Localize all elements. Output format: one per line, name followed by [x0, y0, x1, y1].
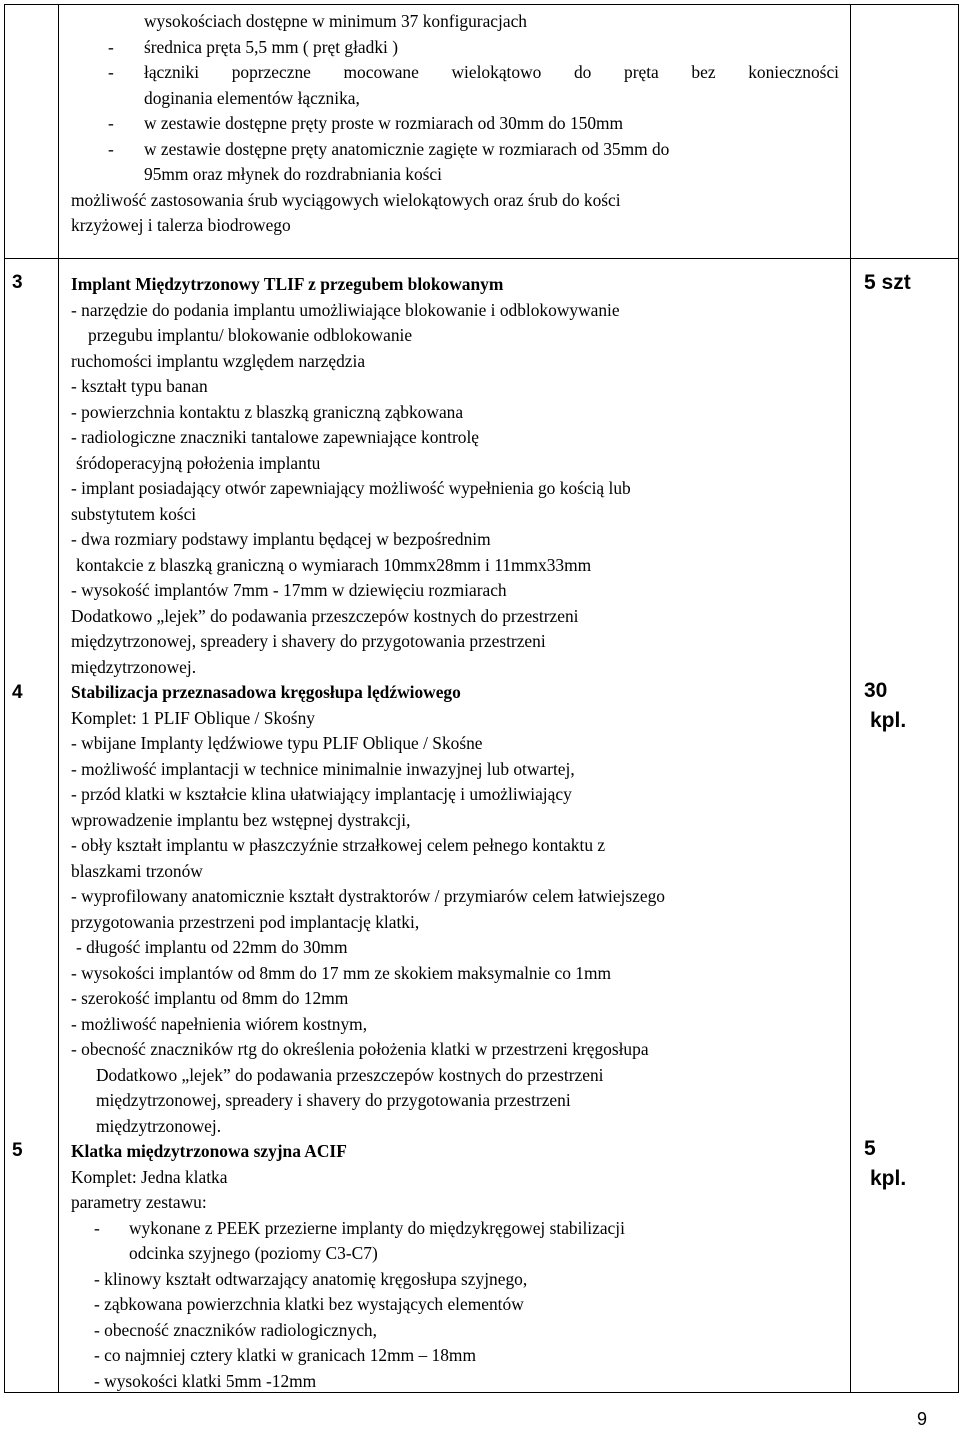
quantity-cell: [851, 5, 959, 259]
text-line: 95mm oraz młynek do rozdrabniania kości: [144, 164, 442, 184]
text-line: - klinowy kształt odtwarzający anatomię kręgosłupa szyjnego,: [94, 1269, 528, 1290]
text-line: doginania elementów łącznika,: [144, 88, 360, 108]
text-line: śródoperacyjną położenia implantu: [76, 453, 321, 474]
text-line: - wbijane Implanty lędźwiowe typu PLIF Oblique / Skośne: [71, 733, 483, 754]
item-number: 4: [12, 682, 23, 704]
number-cell: [5, 259, 59, 1393]
text-line: - narzędzie do podania implantu umożliwiające blokowanie i odblokowywanie: [71, 300, 620, 321]
text-line: przygotowania przestrzeni pod implantację klatki,: [71, 912, 420, 933]
text-line: - ząbkowana powierzchnia klatki bez wystających elementów: [94, 1294, 524, 1315]
page-number: 9: [917, 1409, 928, 1429]
bullet-dash: -: [108, 62, 114, 82]
text-line: - przód klatki w kształcie klina ułatwiający implantację i umożliwiający: [71, 784, 572, 805]
text-line: łączniki poprzeczne mocowane wielokątowo do pręta bez konieczności: [144, 62, 839, 82]
text-line: międzytrzonowej.: [71, 657, 197, 678]
text-line: międzytrzonowej, spreadery i shavery do przygotowania przestrzeni: [71, 631, 546, 652]
text-line: międzytrzonowej, spreadery i shavery do przygotowania przestrzeni: [96, 1090, 571, 1111]
text-line: parametry zestawu:: [71, 1192, 207, 1213]
text-line: - obły kształt implantu w płaszczyźnie strzałkowej celem pełnego kontaktu z: [71, 835, 606, 856]
specification-table: [4, 4, 959, 1393]
item-title: Klatka międzytrzonowa szyjna ACIF: [71, 1141, 347, 1162]
text-line: Dodatkowo „lejek” do podawania przeszczepów kostnych do przestrzeni: [96, 1065, 604, 1086]
text-line: Komplet: Jedna klatka: [71, 1167, 228, 1188]
bullet-dash: -: [108, 37, 114, 57]
description-cell: [59, 259, 851, 1393]
text-line: krzyżowej i talerza biodrowego: [71, 215, 291, 235]
table-row: [5, 259, 959, 1393]
bullet-dash: -: [94, 1218, 100, 1239]
text-line: średnica pręta 5,5 mm ( pręt gładki ): [144, 37, 399, 57]
bullet-dash: -: [108, 139, 114, 159]
text-line: - obecność znaczników radiologicznych,: [94, 1320, 377, 1341]
item-quantity-unit: kpl.: [870, 709, 907, 733]
text-line: - długość implantu od 22mm do 30mm: [76, 937, 348, 958]
item-quantity: 5: [864, 1137, 876, 1161]
text-line: - wyprofilowany anatomicznie kształt dystraktorów / przymiarów celem łatwiejszego: [71, 886, 665, 907]
text-line: - kształt typu banan: [71, 376, 208, 397]
text-line: - co najmniej cztery klatki w granicach 12mm – 18mm: [94, 1345, 476, 1366]
text-line: wprowadzenie implantu bez wstępnej dystrakcji,: [71, 810, 411, 831]
table-row: [5, 5, 959, 259]
text-line: - możliwość napełnienia wiórem kostnym,: [71, 1014, 368, 1035]
description-cell: [59, 5, 851, 259]
text-line: Komplet: 1 PLIF Oblique / Skośny: [71, 708, 315, 729]
bullet-dash: -: [108, 113, 114, 133]
item-number: 5: [12, 1140, 23, 1162]
text-line: - obecność znaczników rtg do określenia położenia klatki w przestrzeni kręgosłupa: [71, 1039, 649, 1060]
text-line: w zestawie dostępne pręty proste w rozmiarach od 30mm do 150mm: [144, 113, 624, 133]
text-line: - dwa rozmiary podstawy implantu będącej w bezpośrednim: [71, 529, 491, 550]
text-line: - wysokości klatki 5mm -12mm: [94, 1371, 317, 1392]
item-title: Stabilizacja przeznasadowa kręgosłupa lędźwiowego: [71, 682, 461, 703]
text-line: wysokościach dostępne w minimum 37 konfiguracjach: [144, 11, 527, 31]
item-quantity: 30: [864, 679, 888, 703]
text-line: - wysokości implantów od 8mm do 17 mm ze skokiem maksymalnie co 1mm: [71, 963, 612, 984]
text-line: - możliwość implantacji w technice minimalnie inwazyjnej lub otwartej,: [71, 759, 575, 780]
text-line: przegubu implantu/ blokowanie odblokowanie: [88, 325, 413, 346]
text-line: możliwość zastosowania śrub wyciągowych wielokątowych oraz śrub do kości: [71, 190, 621, 210]
item-quantity: 5 szt: [864, 271, 911, 295]
text-line: kontakcie z blaszką graniczną o wymiarach 10mmx28mm i 11mmx33mm: [76, 555, 592, 576]
text-line: wykonane z PEEK przezierne implanty do międzykręgowej stabilizacji: [129, 1218, 625, 1239]
text-line: ruchomości implantu względem narzędzia: [71, 351, 366, 372]
text-line: - radiologiczne znaczniki tantalowe zapewniające kontrolę: [71, 427, 479, 448]
item-number: 3: [12, 272, 23, 294]
text-line: - powierzchnia kontaktu z blaszką graniczną ząbkowana: [71, 402, 464, 423]
text-line: międzytrzonowej.: [96, 1116, 222, 1137]
text-line: blaszkami trzonów: [71, 861, 203, 882]
text-line: w zestawie dostępne pręty anatomicznie zagięte w rozmiarach od 35mm do: [144, 139, 670, 159]
text-line: odcinka szyjnego (poziomy C3-C7): [129, 1243, 378, 1264]
item-title: Implant Międzytrzonowy TLIF z przegubem blokowanym: [71, 274, 504, 295]
text-line: - szerokość implantu od 8mm do 12mm: [71, 988, 349, 1009]
item-quantity-unit: kpl.: [870, 1167, 907, 1191]
text-line: - implant posiadający otwór zapewniający możliwość wypełnienia go kością lub: [71, 478, 631, 499]
text-line: - wysokość implantów 7mm - 17mm w dziewięciu rozmiarach: [71, 580, 507, 601]
text-line: substytutem kości: [71, 504, 197, 525]
number-cell: [5, 5, 59, 259]
text-line: Dodatkowo „lejek” do podawania przeszczepów kostnych do przestrzeni: [71, 606, 579, 627]
quantity-cell: [851, 259, 959, 1393]
